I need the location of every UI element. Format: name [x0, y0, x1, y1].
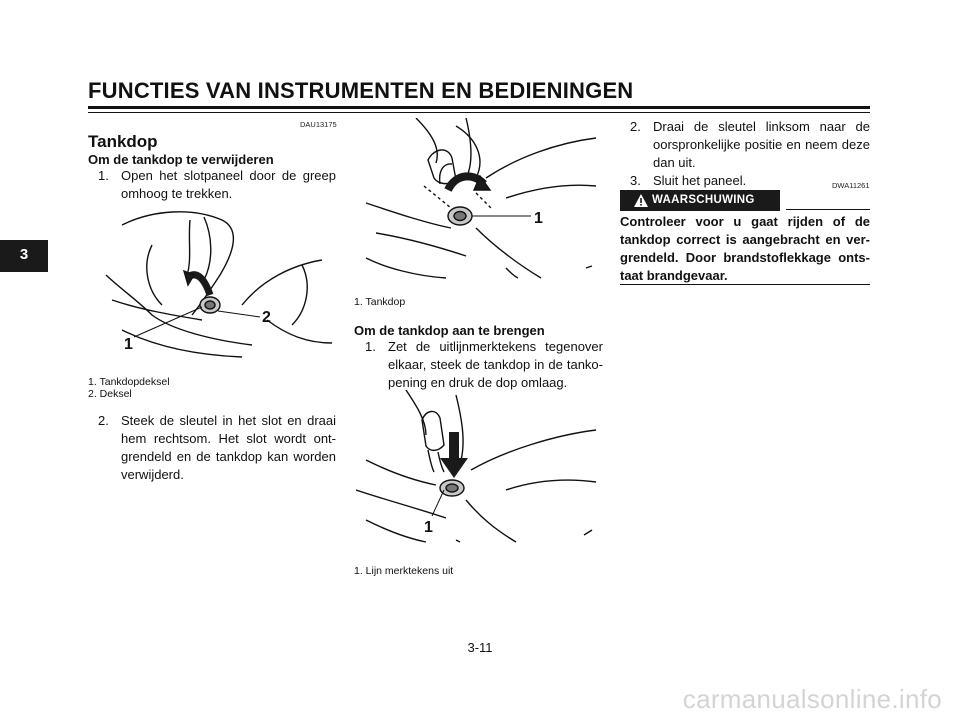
- section-code: DAU13175: [300, 120, 337, 129]
- warning-text: Controleer voor u gaat rijden of de tankdop correct is aangebracht en ver-grendeld. Door brandstoflekkage onts-taat brandgevaar.: [620, 214, 870, 283]
- subheading-remove: Om de tankdop te verwijderen: [88, 152, 274, 167]
- step-number: 1.: [365, 339, 376, 354]
- warning-rule: [786, 209, 870, 210]
- step-install-1: [365, 338, 603, 392]
- warning-triangle-icon: [634, 194, 648, 207]
- step-text: Zet de uitlijnmerktekens tegenover elkaar, steek de tankdop in de tanko-pening en druk de dop omlaag.: [388, 339, 603, 390]
- caption-tankdop: 1. Tankdop: [354, 296, 406, 308]
- step-text: Open het slotpaneel door de greep omhoog te trekken.: [121, 168, 336, 201]
- figure-label-1: 1: [124, 336, 133, 353]
- header-rule: [88, 106, 870, 109]
- warning-code: DWA11261: [832, 181, 870, 190]
- page-header-title: FUNCTIES VAN INSTRUMENTEN EN BEDIENINGEN: [88, 78, 634, 103]
- figure-label-2: 2: [262, 309, 271, 326]
- figure-label-1: 1: [424, 519, 433, 536]
- chapter-number: 3: [19, 246, 29, 263]
- warning-bottom-rule: [620, 284, 870, 285]
- step-remove-2: [98, 412, 336, 484]
- step-install-2: [630, 118, 870, 172]
- step-number: 2.: [98, 413, 109, 428]
- warning-label: WAARSCHUWING: [652, 194, 755, 206]
- step-text: Draai de sleutel linksom naar de oorspronkelijke positie en neem deze dan uit.: [653, 119, 870, 170]
- warning-badge: [620, 190, 780, 211]
- step-number: 2.: [630, 119, 641, 134]
- caption-lijn-merktekens: 1. Lijn merktekens uit: [354, 565, 454, 577]
- step-number: 1.: [98, 168, 109, 183]
- watermark: carmanualsonline.info: [682, 684, 942, 714]
- figure-label-1: 1: [534, 210, 543, 227]
- step-text: Steek de sleutel in het slot en draai hem rechtsom. Het slot wordt ont-grendeld en de tankdop kan worden verwijderd.: [121, 413, 336, 482]
- step-text: Sluit het paneel.: [653, 173, 747, 188]
- subheading-install: Om de tankdop aan te brengen: [354, 323, 545, 338]
- caption-tankdopdeksel: 1. Tankdopdeksel: [88, 376, 170, 388]
- header-rule-thin: [88, 112, 870, 113]
- caption-deksel: 2. Deksel: [88, 388, 132, 400]
- figure-fuel-cap: [356, 118, 602, 286]
- figure-alignment-marks: [356, 390, 602, 550]
- step-number: 3.: [630, 173, 641, 188]
- step-remove-1: [98, 167, 336, 203]
- chapter-tab-marker: [0, 272, 48, 274]
- page-number: 3-11: [467, 640, 493, 655]
- section-title: Tankdop: [88, 132, 158, 151]
